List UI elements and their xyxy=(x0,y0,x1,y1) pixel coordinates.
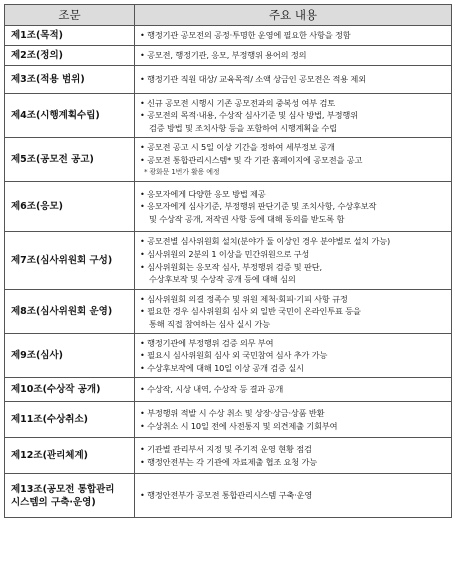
article-cell xyxy=(5,182,135,232)
content-line: • 심사위원회 의결 정족수 및 위원 제척·회피·기피 사항 규정 xyxy=(140,293,348,304)
table-row xyxy=(5,402,452,438)
content-line: 통해 직접 참여하는 심사 실시 가능 xyxy=(149,318,270,329)
content-line: 검증 방법 및 조치사항 등을 포함하여 시행계획을 수립 xyxy=(149,122,337,133)
article-title: 제9조(심사) xyxy=(11,350,64,361)
table-row xyxy=(5,232,452,290)
article-title: 시스템의 구축·운영) xyxy=(11,496,96,508)
content-cell xyxy=(135,232,452,290)
article-title: 제3조(적용 범위) xyxy=(11,74,85,85)
article-title: 제6조(응모) xyxy=(11,201,64,212)
table-row xyxy=(5,46,452,66)
regulation-table xyxy=(4,4,452,518)
article-title: 제2조(정의) xyxy=(11,50,64,61)
content-line: • 필요한 경우 심사위원회 심사 외 일반 국민이 온라인투표 등을 xyxy=(140,306,361,317)
article-cell xyxy=(5,402,135,438)
article-title: 제10조(수상작 공개) xyxy=(11,384,101,395)
article-cell xyxy=(5,378,135,402)
content-line: • 응모자에게 다양한 응모 방법 제공 xyxy=(140,188,266,199)
content-cell xyxy=(135,66,452,94)
content-line: 수상후보작 및 수상작 공개 등에 대해 심의 xyxy=(149,274,296,285)
content-line: • 기관별 관리부서 지정 및 주기적 운영 현황 점검 xyxy=(140,443,312,454)
article-title: 제5조(공모전 공고) xyxy=(11,154,94,165)
article-cell xyxy=(5,94,135,138)
content-cell xyxy=(135,46,452,66)
content-cell xyxy=(135,438,452,474)
content-line: • 심사위원의 2분의 1 이상을 민간위원으로 구성 xyxy=(140,248,310,259)
table-row xyxy=(5,474,452,518)
article-cell xyxy=(5,66,135,94)
content-line: * 광화문 1번가 활용 예정 xyxy=(144,167,220,176)
article-cell xyxy=(5,46,135,66)
article-title: 제1조(목적) xyxy=(11,30,64,41)
content-line: • 응모자에게 심사기준, 부정행위 판단기준 및 조치사항, 수상후보작 xyxy=(140,201,377,212)
article-title: 제13조(공모전 통합관리 xyxy=(11,483,115,495)
content-cell xyxy=(135,138,452,182)
content-cell xyxy=(135,94,452,138)
content-line: • 신규 공모전 시행시 기존 공모전과의 중복성 여부 검토 xyxy=(140,97,336,108)
content-line: 및 수상작 공개, 저작권 사항 등에 대해 동의를 받도록 함 xyxy=(149,213,345,224)
content-line: • 행정안전부가 공모전 통합관리시스템 구축·운영 xyxy=(140,490,313,501)
content-line: • 행정기관에 부정행위 검증 의무 부여 xyxy=(140,337,274,348)
content-line: • 공모전별 심사위원회 설치(분야가 둘 이상인 경우 분야별로 설치 가능) xyxy=(140,236,391,247)
regulation-table-container xyxy=(4,4,451,518)
table-row xyxy=(5,26,452,46)
content-line: • 행정기관 공모전의 공정·투명한 운영에 필요한 사항을 정함 xyxy=(140,30,351,41)
table-row xyxy=(5,182,452,232)
content-cell xyxy=(135,474,452,518)
content-cell xyxy=(135,378,452,402)
table-header-row xyxy=(5,5,452,26)
article-cell xyxy=(5,290,135,334)
article-cell xyxy=(5,438,135,474)
article-cell xyxy=(5,138,135,182)
article-title: 제11조(수상취소) xyxy=(11,414,88,425)
content-line: • 필요시 심사위원회 심사 외 국민참여 심사 추가 가능 xyxy=(140,350,328,361)
content-cell xyxy=(135,182,452,232)
article-title: 제7조(심사위원회 구성) xyxy=(11,255,113,266)
article-cell xyxy=(5,334,135,378)
content-cell xyxy=(135,334,452,378)
article-cell xyxy=(5,26,135,46)
content-line: • 공모전의 목적·내용, 수상작 심사기준 및 심사 방법, 부정행위 xyxy=(140,110,358,121)
article-title: 제8조(심사위원회 운영) xyxy=(11,306,113,317)
table-row xyxy=(5,438,452,474)
table-row xyxy=(5,334,452,378)
content-line: • 수상취소 시 10일 전에 사전통지 및 의견제출 기회부여 xyxy=(140,420,338,431)
content-line: • 수상후보작에 대해 10일 이상 공개 검증 실시 xyxy=(140,362,304,373)
table-row xyxy=(5,94,452,138)
table-row xyxy=(5,290,452,334)
article-cell xyxy=(5,474,135,518)
table-row xyxy=(5,378,452,402)
header-content: 주요 내용 xyxy=(135,5,452,26)
content-line: • 부정행위 적발 시 수상 취소 및 상장·상금·상품 반환 xyxy=(140,407,325,418)
header-article: 조문 xyxy=(5,5,135,26)
article-title: 제4조(시행계획수립) xyxy=(11,110,100,121)
content-line: • 심사위원회는 응모작 심사, 부정행위 검증 및 판단, xyxy=(140,261,322,272)
article-title: 제12조(관리체계) xyxy=(11,450,88,461)
content-line: • 행정기관 직원 대상/ 교육목적/ 소액 상금인 공모전은 적용 제외 xyxy=(140,74,366,85)
article-cell xyxy=(5,232,135,290)
content-line: • 공모전 통합관리시스템* 및 각 기관 홈페이지에 공모전을 공고 xyxy=(140,155,363,165)
content-line: • 공모전 공고 시 5일 이상 기간을 정하여 세부정보 공개 xyxy=(140,142,335,153)
content-line: • 수상작, 시상 내역, 수상작 등 결과 공개 xyxy=(140,384,284,395)
table-row xyxy=(5,138,452,182)
table-row xyxy=(5,66,452,94)
content-cell xyxy=(135,26,452,46)
content-cell xyxy=(135,402,452,438)
content-line: • 행정안전부는 각 기관에 자료제출 협조 요청 가능 xyxy=(140,456,318,467)
content-cell xyxy=(135,290,452,334)
content-line: • 공모전, 행정기관, 응모, 부정행위 용어의 정의 xyxy=(140,50,307,61)
